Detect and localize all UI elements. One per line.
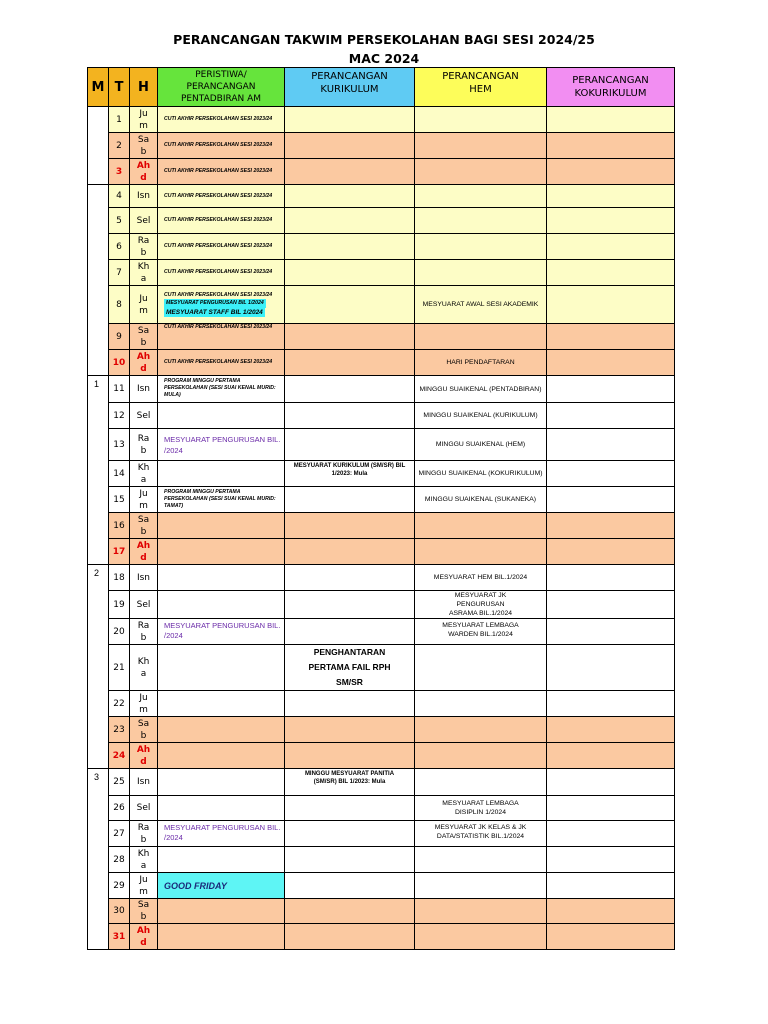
kurikulum-cell bbox=[285, 619, 415, 645]
date-text: 13 bbox=[113, 439, 125, 450]
date-text: 6 bbox=[116, 241, 122, 252]
kokurikulum-cell bbox=[547, 796, 675, 821]
date-text: 25 bbox=[113, 777, 125, 787]
kokurikulum-cell bbox=[547, 717, 675, 743]
highlight-mesyuarat-staff: MESYUARAT STAFF BIL 1/2024 bbox=[166, 309, 263, 316]
date-cell bbox=[109, 107, 130, 133]
date-text: 3 bbox=[115, 166, 123, 177]
kurikulum-cell bbox=[285, 234, 415, 260]
peristiwa-cell bbox=[158, 645, 285, 691]
date-text: 10 bbox=[112, 357, 126, 368]
header-peristiwa-line: PERISTIWA/ bbox=[195, 70, 247, 80]
date-cell bbox=[109, 234, 130, 260]
peristiwa-cell bbox=[158, 847, 285, 873]
peristiwa-line: MESYUARAT PENGURUSAN BIL. bbox=[164, 434, 281, 444]
peristiwa-cell bbox=[158, 899, 285, 924]
hem-cell: HARI PENDAFTARAN bbox=[415, 350, 547, 376]
kokurikulum-cell bbox=[547, 376, 675, 403]
date-text: 29 bbox=[113, 880, 125, 891]
header-minggu: M bbox=[88, 68, 109, 107]
kurikulum-cell bbox=[285, 376, 415, 403]
good-friday-cell: GOOD FRIDAY bbox=[158, 873, 285, 899]
hem-cell bbox=[415, 539, 547, 565]
date-text: 17 bbox=[112, 546, 126, 557]
kokurikulum-cell bbox=[547, 159, 675, 185]
hem-cell bbox=[415, 873, 547, 899]
header-kokurikulum-line: PERANCANGAN bbox=[572, 75, 649, 86]
kokurikulum-cell bbox=[547, 821, 675, 847]
kokurikulum-cell bbox=[547, 591, 675, 619]
day-cell bbox=[130, 645, 158, 691]
day-cell bbox=[130, 107, 158, 133]
kurikulum-cell bbox=[285, 873, 415, 899]
date-cell bbox=[109, 796, 130, 821]
week-cell bbox=[88, 107, 109, 185]
day-cell bbox=[130, 133, 158, 159]
day-text: Kha bbox=[137, 261, 150, 284]
peristiwa-cell bbox=[158, 429, 285, 461]
header-peristiwa bbox=[158, 68, 285, 107]
peristiwa-cell bbox=[158, 743, 285, 769]
kokurikulum-cell bbox=[547, 899, 675, 924]
kurikulum-cell bbox=[285, 565, 415, 591]
day-text: Rab bbox=[137, 822, 150, 845]
calendar-table bbox=[87, 67, 675, 950]
kokurikulum-cell bbox=[547, 769, 675, 796]
hem-cell bbox=[415, 185, 547, 208]
day-text: Kha bbox=[137, 656, 150, 679]
hem-cell bbox=[415, 234, 547, 260]
date-text: 7 bbox=[116, 267, 122, 278]
peristiwa-cell bbox=[158, 717, 285, 743]
day-text: Ahd bbox=[136, 744, 151, 767]
peristiwa-line: /2024 bbox=[164, 833, 183, 842]
day-text: Sel bbox=[136, 803, 151, 813]
hem-cell bbox=[415, 513, 547, 539]
header-hem-line: PERANCANGAN bbox=[442, 71, 519, 82]
date-text: 2 bbox=[116, 140, 122, 151]
date-cell bbox=[109, 591, 130, 619]
peristiwa-cell: CUTI AKHIR PERSEKOLAHAN SESI 2023/24 bbox=[158, 260, 285, 286]
hem-cell bbox=[415, 847, 547, 873]
date-text: 9 bbox=[116, 331, 122, 342]
day-cell bbox=[130, 487, 158, 513]
kokurikulum-cell bbox=[547, 461, 675, 487]
kokurikulum-cell bbox=[547, 847, 675, 873]
date-text: 30 bbox=[113, 906, 125, 916]
day-cell bbox=[130, 769, 158, 796]
hem-cell bbox=[415, 260, 547, 286]
day-cell bbox=[130, 260, 158, 286]
kokurikulum-cell bbox=[547, 234, 675, 260]
week-cell: 3 bbox=[88, 769, 109, 950]
peristiwa-cell bbox=[158, 591, 285, 619]
kurikulum-cell bbox=[285, 691, 415, 717]
peristiwa-cell bbox=[158, 286, 285, 324]
peristiwa-cell bbox=[158, 821, 285, 847]
hem-cell: MESYUARAT HEM BIL.1/2024 bbox=[415, 565, 547, 591]
day-cell bbox=[130, 286, 158, 324]
kokurikulum-cell bbox=[547, 133, 675, 159]
day-text: Sel bbox=[136, 599, 151, 610]
day-cell bbox=[130, 796, 158, 821]
peristiwa-cell bbox=[158, 461, 285, 487]
day-text: Jum bbox=[139, 692, 148, 715]
day-text: Kha bbox=[137, 848, 150, 871]
header-hem-line: HEM bbox=[469, 84, 492, 95]
day-cell bbox=[130, 743, 158, 769]
kurikulum-cell bbox=[285, 286, 415, 324]
date-cell bbox=[109, 565, 130, 591]
hem-cell: MINGGU SUAIKENAL (KOKURIKULUM) bbox=[415, 461, 547, 487]
peristiwa-cell: CUTI AKHIR PERSEKOLAHAN SESI 2023/24 bbox=[158, 350, 285, 376]
date-text: 15 bbox=[113, 494, 125, 505]
kokurikulum-cell bbox=[547, 260, 675, 286]
day-text: Sel bbox=[136, 410, 151, 421]
date-text: 23 bbox=[113, 724, 125, 735]
hem-cell: MINGGU SUAIKENAL (HEM) bbox=[415, 429, 547, 461]
date-text: 24 bbox=[112, 750, 126, 761]
kurikulum-cell bbox=[285, 350, 415, 376]
peristiwa-cell bbox=[158, 513, 285, 539]
hem-cell bbox=[415, 159, 547, 185]
hem-cell bbox=[415, 208, 547, 234]
day-cell bbox=[130, 403, 158, 429]
header-peristiwa-line: PERANCANGAN bbox=[186, 82, 256, 92]
day-cell bbox=[130, 691, 158, 717]
day-cell bbox=[130, 873, 158, 899]
date-cell bbox=[109, 619, 130, 645]
kokurikulum-cell bbox=[547, 185, 675, 208]
kurikulum-cell bbox=[285, 208, 415, 234]
hem-cell bbox=[415, 645, 547, 691]
date-cell bbox=[109, 403, 130, 429]
peristiwa-cell bbox=[158, 769, 285, 796]
date-text: 8 bbox=[116, 299, 122, 310]
header-kurikulum-line: PERANCANGAN bbox=[311, 71, 388, 82]
date-cell bbox=[109, 821, 130, 847]
header-kurikulum bbox=[285, 68, 415, 107]
date-cell bbox=[109, 645, 130, 691]
day-text: Sab bbox=[137, 514, 150, 537]
day-cell bbox=[130, 847, 158, 873]
day-text: Jum bbox=[139, 293, 148, 316]
peristiwa-line: CUTI AKHIR PERSEKOLAHAN SESI 2023/24 bbox=[164, 292, 273, 298]
hem-cell: MESYUARAT AWAL SESI AKADEMIK bbox=[415, 286, 547, 324]
day-cell bbox=[130, 924, 158, 950]
date-cell bbox=[109, 487, 130, 513]
hem-cell bbox=[415, 769, 547, 796]
peristiwa-cell: CUTI AKHIR PERSEKOLAHAN SESI 2023/24 bbox=[158, 185, 285, 208]
week-cell: 1 bbox=[88, 376, 109, 565]
kurikulum-cell bbox=[285, 429, 415, 461]
hem-cell bbox=[415, 899, 547, 924]
kurikulum-cell bbox=[285, 899, 415, 924]
hem-cell bbox=[415, 691, 547, 717]
kurikulum-cell bbox=[285, 513, 415, 539]
peristiwa-cell: CUTI AKHIR PERSEKOLAHAN SESI 2023/24 bbox=[158, 107, 285, 133]
hem-cell: MESYUARAT LEMBAGA DISIPLIN 1/2024 bbox=[415, 796, 547, 821]
date-text: 11 bbox=[113, 384, 125, 394]
day-text: Ahd bbox=[136, 925, 151, 948]
hem-cell bbox=[415, 743, 547, 769]
peristiwa-cell: PROGRAM MINGGU PERTAMA PERSEKOLAHAN (SESI SUAI KENAL MURID: MULA) bbox=[158, 376, 285, 403]
kurikulum-cell bbox=[285, 260, 415, 286]
day-cell bbox=[130, 821, 158, 847]
day-text: Sel bbox=[136, 215, 151, 226]
week-cell: 2 bbox=[88, 565, 109, 769]
day-text: Ahd bbox=[136, 351, 151, 374]
peristiwa-cell bbox=[158, 539, 285, 565]
peristiwa-cell bbox=[158, 565, 285, 591]
kokurikulum-cell bbox=[547, 208, 675, 234]
hem-cell bbox=[415, 107, 547, 133]
header-peristiwa-line: PENTADBIRAN AM bbox=[180, 94, 262, 104]
kurikulum-cell bbox=[285, 133, 415, 159]
date-cell bbox=[109, 539, 130, 565]
day-cell bbox=[130, 159, 158, 185]
hem-cell: MINGGU SUAIKENAL (SUKANEKA) bbox=[415, 487, 547, 513]
kokurikulum-cell bbox=[547, 565, 675, 591]
hem-cell: MESYUARAT JK KELAS & JK DATA/STATISTIK BIL.1/2024 bbox=[415, 821, 547, 847]
kokurikulum-cell bbox=[547, 429, 675, 461]
peristiwa-cell: PROGRAM MINGGU PERTAMA PERSEKOLAHAN (SESI SUAI KENAL MURID: TAMAT) bbox=[158, 487, 285, 513]
date-cell bbox=[109, 513, 130, 539]
day-text: Isn bbox=[136, 384, 151, 394]
highlight-text bbox=[164, 299, 284, 308]
kurikulum-cell bbox=[285, 159, 415, 185]
hem-cell: MINGGU SUAIKENAL (KURIKULUM) bbox=[415, 403, 547, 429]
highlight-mesyuarat-pengurusan: MESYUARAT PENGURUSAN BIL 1/2024 bbox=[166, 300, 264, 306]
kurikulum-cell: PENGHANTARAN PERTAMA FAIL RPH SM/SR bbox=[285, 645, 415, 691]
peristiwa-line: MESYUARAT PENGURUSAN BIL. bbox=[164, 621, 281, 630]
date-text: 22 bbox=[113, 698, 125, 709]
date-cell bbox=[109, 769, 130, 796]
day-text: Isn bbox=[136, 572, 151, 583]
peristiwa-cell bbox=[158, 796, 285, 821]
kokurikulum-cell bbox=[547, 324, 675, 350]
kokurikulum-cell bbox=[547, 107, 675, 133]
date-text: 26 bbox=[113, 803, 125, 813]
week-cell bbox=[88, 185, 109, 376]
header-kokurikulum-line: KOKURIKULUM bbox=[574, 88, 647, 99]
day-cell bbox=[130, 376, 158, 403]
day-text: Ahd bbox=[136, 540, 151, 563]
date-cell bbox=[109, 847, 130, 873]
date-cell bbox=[109, 429, 130, 461]
kurikulum-cell: MESYUARAT KURIKULUM (SM/SR) BIL 1/2023: Mula bbox=[285, 461, 415, 487]
date-cell bbox=[109, 899, 130, 924]
kurikulum-cell bbox=[285, 717, 415, 743]
peristiwa-cell: CUTI AKHIR PERSEKOLAHAN SESI 2023/24 bbox=[158, 159, 285, 185]
day-text: Sab bbox=[137, 134, 150, 157]
kurikulum-cell bbox=[285, 591, 415, 619]
date-text: 5 bbox=[116, 215, 122, 226]
kokurikulum-cell bbox=[547, 403, 675, 429]
day-text: Isn bbox=[136, 777, 151, 787]
kokurikulum-cell bbox=[547, 873, 675, 899]
peristiwa-cell: CUTI AKHIR PERSEKOLAHAN SESI 2023/24 bbox=[158, 234, 285, 260]
day-text: Ahd bbox=[136, 160, 151, 183]
kokurikulum-cell bbox=[547, 487, 675, 513]
day-cell bbox=[130, 185, 158, 208]
kurikulum-cell bbox=[285, 324, 415, 350]
header-hari: H bbox=[130, 68, 158, 107]
kokurikulum-cell bbox=[547, 513, 675, 539]
day-text: Rab bbox=[137, 433, 150, 456]
date-cell bbox=[109, 208, 130, 234]
kokurikulum-cell bbox=[547, 924, 675, 950]
kokurikulum-cell bbox=[547, 743, 675, 769]
date-text: 18 bbox=[113, 572, 125, 583]
hem-cell bbox=[415, 324, 547, 350]
day-text: Sab bbox=[137, 325, 150, 348]
kurikulum-cell bbox=[285, 185, 415, 208]
peristiwa-cell bbox=[158, 619, 285, 645]
hem-cell: MESYUARAT JK PENGURUSAN ASRAMA BIL.1/2024 bbox=[415, 591, 547, 619]
kokurikulum-cell bbox=[547, 539, 675, 565]
kurikulum-cell: MINGGU MESYUARAT PANITIA (SM/SR) BIL 1/2023: Mula bbox=[285, 769, 415, 796]
date-cell bbox=[109, 717, 130, 743]
day-text: Rab bbox=[137, 235, 150, 258]
date-cell bbox=[109, 286, 130, 324]
peristiwa-line: MESYUARAT PENGURUSAN BIL. bbox=[164, 823, 281, 832]
day-cell bbox=[130, 324, 158, 350]
peristiwa-cell bbox=[158, 691, 285, 717]
peristiwa-line: /2024 bbox=[164, 445, 183, 455]
hem-cell: MINGGU SUAIKENAL (PENTADBIRAN) bbox=[415, 376, 547, 403]
date-cell bbox=[109, 691, 130, 717]
kurikulum-cell bbox=[285, 796, 415, 821]
header-hem bbox=[415, 68, 547, 107]
page-subtitle: MAC 2024 bbox=[348, 51, 420, 66]
hem-cell bbox=[415, 717, 547, 743]
day-cell bbox=[130, 350, 158, 376]
date-cell bbox=[109, 133, 130, 159]
day-text: Isn bbox=[136, 191, 151, 201]
day-cell bbox=[130, 619, 158, 645]
day-cell bbox=[130, 234, 158, 260]
hem-cell bbox=[415, 133, 547, 159]
date-text: 14 bbox=[113, 468, 125, 479]
kurikulum-cell bbox=[285, 743, 415, 769]
kurikulum-cell bbox=[285, 847, 415, 873]
day-cell bbox=[130, 429, 158, 461]
date-text: 21 bbox=[113, 662, 125, 673]
kurikulum-cell bbox=[285, 487, 415, 513]
kurikulum-cell bbox=[285, 924, 415, 950]
date-cell bbox=[109, 350, 130, 376]
day-text: Kha bbox=[137, 462, 150, 485]
date-text: 16 bbox=[113, 520, 125, 531]
day-cell bbox=[130, 513, 158, 539]
day-cell bbox=[130, 717, 158, 743]
day-cell bbox=[130, 208, 158, 234]
peristiwa-cell: CUTI AKHIR PERSEKOLAHAN SESI 2023/24 bbox=[158, 324, 285, 350]
day-text: Rab bbox=[137, 620, 150, 643]
day-text: Jum bbox=[139, 108, 148, 131]
kokurikulum-cell bbox=[547, 350, 675, 376]
date-text: 28 bbox=[113, 854, 125, 865]
peristiwa-cell bbox=[158, 924, 285, 950]
kurikulum-cell bbox=[285, 107, 415, 133]
kokurikulum-cell bbox=[547, 691, 675, 717]
date-text: 12 bbox=[113, 410, 125, 421]
day-cell bbox=[130, 539, 158, 565]
peristiwa-cell: CUTI AKHIR PERSEKOLAHAN SESI 2023/24 bbox=[158, 208, 285, 234]
hem-cell: MESYUARAT LEMBAGA WARDEN BIL.1/2024 bbox=[415, 619, 547, 645]
page-title: PERANCANGAN TAKWIM PERSEKOLAHAN BAGI SESI 2024/25 bbox=[173, 32, 595, 47]
peristiwa-cell: CUTI AKHIR PERSEKOLAHAN SESI 2023/24 bbox=[158, 133, 285, 159]
date-text: 27 bbox=[113, 828, 125, 839]
peristiwa-cell bbox=[158, 403, 285, 429]
kurikulum-cell bbox=[285, 403, 415, 429]
day-text: Sab bbox=[137, 718, 150, 741]
date-cell bbox=[109, 743, 130, 769]
header-kurikulum-line: KURIKULUM bbox=[320, 84, 379, 95]
hem-cell bbox=[415, 924, 547, 950]
date-cell bbox=[109, 461, 130, 487]
date-cell bbox=[109, 324, 130, 350]
date-cell bbox=[109, 873, 130, 899]
date-cell bbox=[109, 260, 130, 286]
day-cell bbox=[130, 461, 158, 487]
day-cell bbox=[130, 899, 158, 924]
date-text: 4 bbox=[116, 191, 122, 201]
date-text: 1 bbox=[116, 114, 122, 125]
peristiwa-line: /2024 bbox=[164, 631, 183, 640]
day-cell bbox=[130, 591, 158, 619]
date-text: 20 bbox=[113, 626, 125, 637]
day-text: Jum bbox=[139, 874, 148, 897]
kokurikulum-cell bbox=[547, 286, 675, 324]
date-cell bbox=[109, 185, 130, 208]
kurikulum-cell bbox=[285, 539, 415, 565]
kokurikulum-cell bbox=[547, 619, 675, 645]
highlight-text bbox=[164, 308, 284, 317]
header-tarikh: T bbox=[109, 68, 130, 107]
kurikulum-cell bbox=[285, 821, 415, 847]
header-kokurikulum bbox=[547, 68, 675, 107]
day-cell bbox=[130, 565, 158, 591]
date-text: 19 bbox=[113, 599, 125, 610]
date-cell bbox=[109, 376, 130, 403]
kokurikulum-cell bbox=[547, 645, 675, 691]
day-text: Jum bbox=[139, 488, 148, 511]
date-cell bbox=[109, 924, 130, 950]
date-text: 31 bbox=[112, 931, 126, 942]
date-cell bbox=[109, 159, 130, 185]
day-text: Sab bbox=[137, 900, 150, 922]
